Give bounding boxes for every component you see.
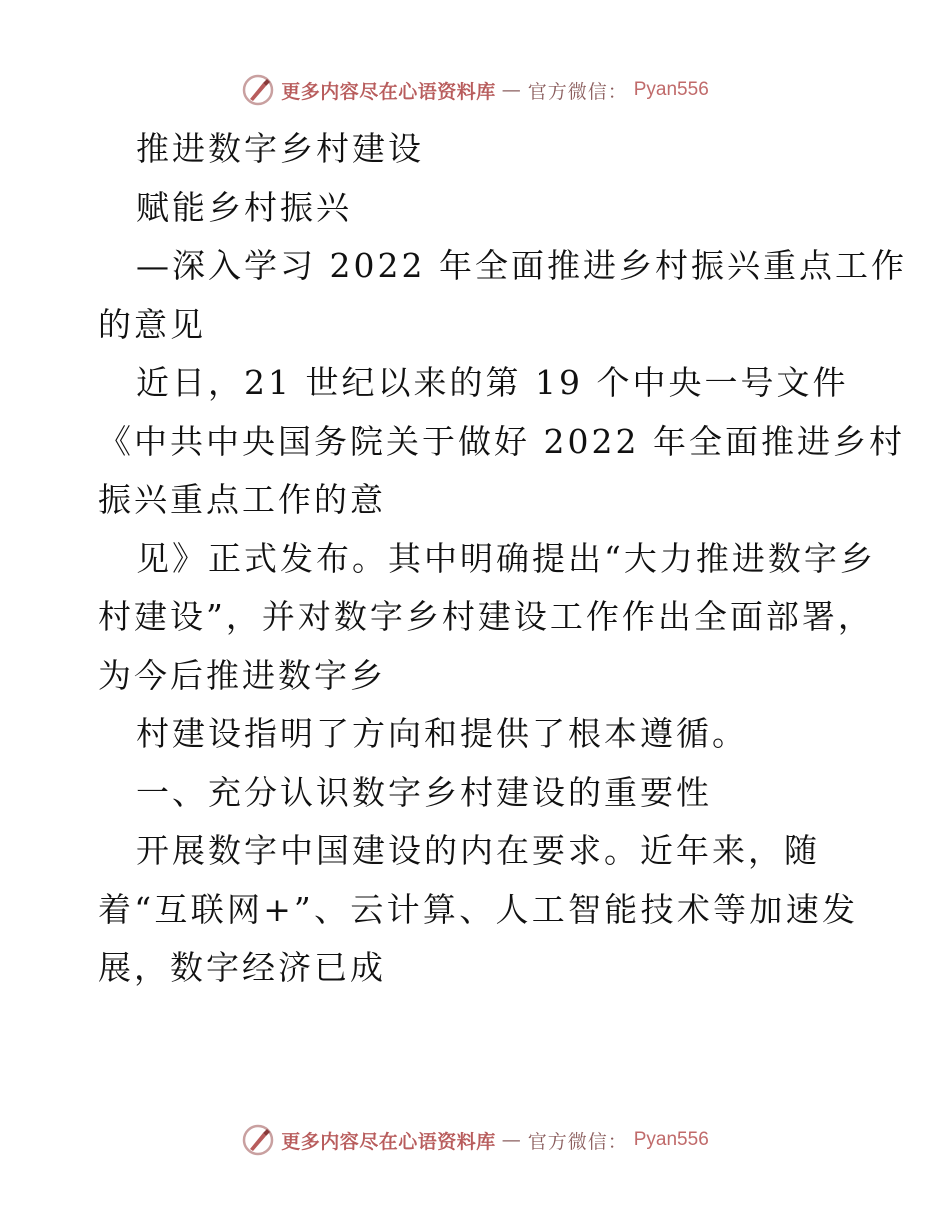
pen-logo-icon (241, 73, 275, 107)
doc-line: 近日，21 世纪以来的第 19 个中央一号文件 (136, 363, 849, 402)
doc-subtitle: 赋能乡村振兴 (136, 187, 352, 227)
doc-line: 振兴重点工作的意 (98, 480, 386, 519)
doc-line: 《中共中央国务院关于做好 2022 年全面推进乡村 (98, 421, 905, 461)
pen-logo-icon (241, 1123, 275, 1157)
watermark-official: 官方微信： (527, 80, 628, 103)
header-watermark (0, 70, 950, 110)
watermark-dash: — (501, 1129, 522, 1151)
doc-line: 为今后推进数字乡 (98, 655, 386, 695)
doc-line: 着“互联网+”、云计算、人工智能技术等加速发 (98, 889, 858, 929)
watermark-text: 更多内容尽在心语资料库 (281, 80, 496, 103)
document-body (98, 120, 907, 998)
watermark-dash: — (501, 79, 522, 101)
watermark-official: 官方微信： (527, 1130, 628, 1153)
watermark-text: 更多内容尽在心语资料库 (281, 1130, 496, 1153)
doc-line: 村建设指明了方向和提供了根本遵循。 (136, 714, 748, 753)
footer-watermark (0, 1120, 950, 1160)
watermark-wechat-id: Pyan556 (633, 1129, 709, 1150)
doc-section-heading: 一、充分认识数字乡村建设的重要性 (136, 772, 712, 812)
doc-line: 见》正式发布。其中明确提出“大力推进数字乡 (136, 538, 876, 578)
doc-line: 的意见 (98, 304, 206, 344)
doc-line: 展，数字经济已成 (98, 948, 386, 987)
watermark-wechat-id: Pyan556 (633, 79, 709, 100)
doc-line: —深入学习 2022 年全面推进乡村振兴重点工作 (136, 246, 907, 285)
doc-line: 村建设”，并对数字乡村建设工作作出全面部署， (98, 597, 874, 636)
doc-line: 开展数字中国建设的内在要求。近年来，随 (136, 831, 820, 870)
doc-title: 推进数字乡村建设 (136, 129, 424, 168)
